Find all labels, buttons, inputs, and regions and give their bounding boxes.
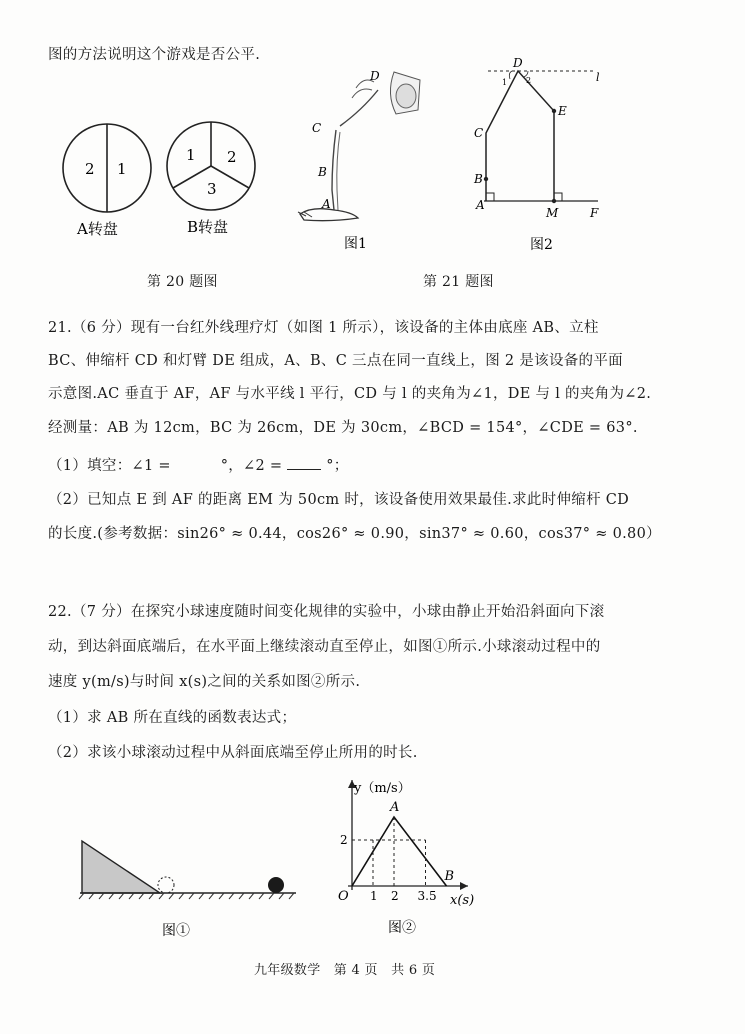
spinner-b-sector-3: 3	[207, 180, 217, 198]
fig1-point-a: A	[322, 197, 331, 211]
y-tick-2: 2	[340, 833, 348, 847]
q22-part-2: （2）求该小球滚动过程中从斜面底端至停止所用的时长.	[48, 745, 418, 761]
x-tick-2: 2	[391, 889, 399, 903]
spinner-b	[167, 122, 255, 210]
spinner-b-sector-1: 1	[186, 146, 196, 164]
fig2-line-l: l	[596, 71, 600, 84]
q22-line-2: 动，到达斜面底端后，在水平面上继续滚动直至停止，如图①所示.小球滚动过程中的	[48, 639, 601, 655]
fig2-point-e: E	[558, 104, 567, 118]
spinner-a-sector-1: 1	[117, 160, 127, 178]
point-e-dot	[552, 109, 556, 113]
fig2-point-d: D	[513, 56, 523, 70]
q21-line-2: BC、伸缩杆 CD 和灯臂 DE 组成，A、B、C 三点在同一直线上，图 2 是该设备的平面	[48, 353, 623, 369]
fig2-point-f: F	[590, 206, 599, 220]
point-a-label: A	[390, 800, 400, 815]
lamp-outline	[486, 71, 554, 201]
fig2-angle-1: 1	[502, 78, 508, 87]
q22-line-1: 22.（7 分）在探究小球速度随时间变化规律的实验中，小球由静止开始沿斜面向下滚	[48, 604, 605, 620]
q21-part2-line-1: （2）已知点 E 到 AF 的距离 EM 为 50cm 时，该设备使用效果最佳.求此时伸缩杆 CD	[48, 492, 630, 508]
q21-fill-blank	[48, 455, 349, 476]
q21-part2-line-2: 的长度.(参考数据：sin26° ≈ 0.44，cos26° ≈ 0.90，sin37° ≈ 0.60，cos37° ≈ 0.80）	[48, 526, 661, 542]
point-b-dot	[484, 177, 488, 181]
q21-fill-mid: °，∠2 =	[220, 458, 283, 474]
spinner-a-sector-2: 2	[85, 160, 95, 178]
fig2-point-a: A	[476, 198, 485, 212]
q21-line-3: 示意图.AC 垂直于 AF，AF 与水平线 l 平行，CD 与 l 的夹角为∠1，DE 与 l 的夹角为∠2.	[48, 386, 652, 402]
fig2-angle-2: 2	[526, 76, 532, 85]
fig21-fig2-label: 图2	[530, 237, 553, 253]
q22-line-3: 速度 y(m/s)与时间 x(s)之间的关系如图②所示.	[48, 674, 361, 690]
velocity-line	[352, 817, 447, 886]
q21-line-1: 21.（6 分）现有一台红外线理疗灯（如图 1 所示），该设备的主体由底座 AB、立柱	[48, 320, 599, 336]
q21-fill-prefix: （1）填空：∠1 =	[48, 458, 171, 474]
q21-line-4: 经测量：AB 为 12cm，BC 为 26cm，DE 为 30cm，∠BCD = 154°，∠CDE = 63°.	[48, 420, 638, 436]
slope-triangle	[82, 841, 160, 893]
fig21-fig1-label: 图1	[344, 236, 367, 252]
fig20-spinners	[55, 110, 285, 260]
q22-part-1: （1）求 AB 所在直线的函数表达式；	[48, 710, 297, 726]
fig21-lamp-photo	[292, 60, 442, 260]
fig1-point-c: C	[312, 121, 322, 135]
spinner-a-label: A转盘	[77, 220, 118, 238]
ball-stopped	[268, 877, 284, 893]
x-axis-label: x(s)	[450, 893, 475, 908]
fig22-fig1-label: 图①	[162, 923, 190, 939]
origin-label: O	[338, 889, 349, 904]
fig2-point-c: C	[474, 126, 484, 140]
fig21-caption: 第 21 题图	[423, 274, 494, 290]
spinner-b-sector-2: 2	[227, 148, 237, 166]
point-m-dot	[552, 199, 556, 203]
q21-blank-angle-2[interactable]	[287, 455, 321, 470]
fig1-point-b: B	[318, 165, 327, 179]
fig1-point-d: D	[370, 69, 380, 83]
fig22-fig2-label: 图②	[388, 920, 416, 936]
y-axis-label: y（m/s）	[354, 781, 411, 796]
fig21-schematic	[468, 55, 618, 265]
page-footer: 九年级数学 第 4 页 共 6 页	[254, 963, 436, 978]
ball-start-dashed	[158, 877, 174, 893]
x-tick-3-5: 3.5	[417, 889, 437, 903]
fig22-velocity-chart	[318, 770, 508, 945]
fig2-point-b: B	[474, 172, 483, 186]
fig22-slope-diagram	[74, 835, 304, 945]
fig2-point-m: M	[546, 206, 559, 220]
x-tick-1: 1	[370, 889, 378, 903]
q21-fill-suffix: °；	[326, 458, 349, 474]
point-b-label: B	[444, 869, 455, 884]
intro-line: 图的方法说明这个游戏是否公平.	[48, 47, 261, 63]
spinner-b-label: B转盘	[187, 218, 229, 236]
spinner-a	[63, 124, 151, 212]
fig20-caption: 第 20 题图	[147, 274, 218, 290]
